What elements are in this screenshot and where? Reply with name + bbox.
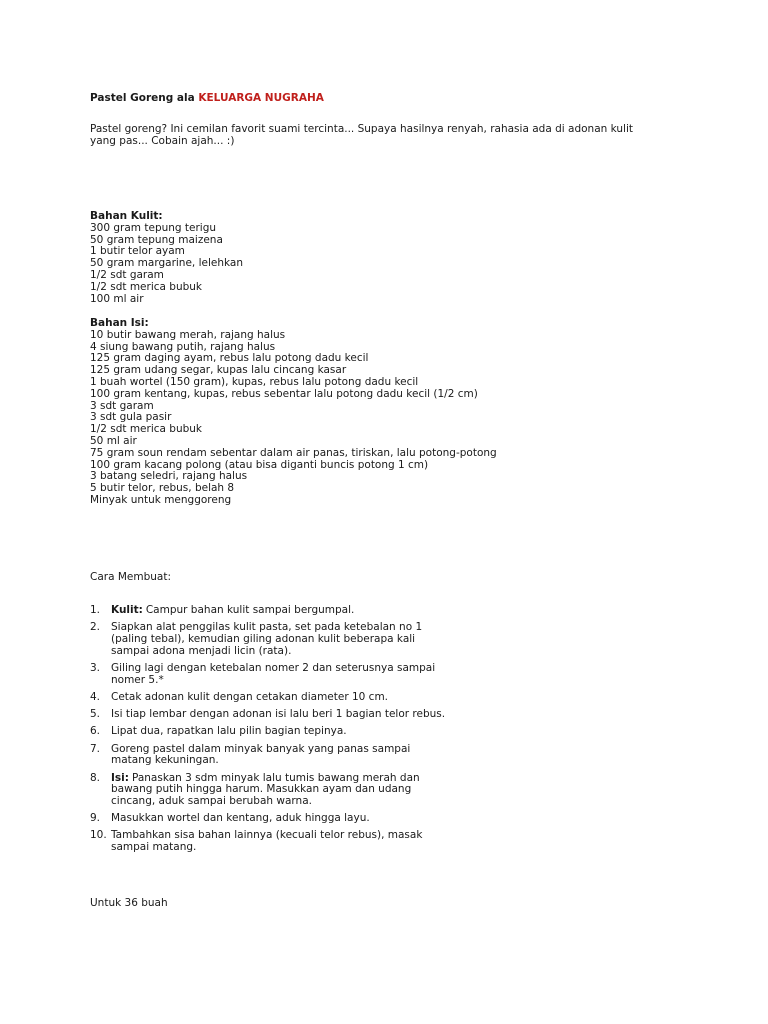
ingredient-item: 50 ml air <box>90 434 137 447</box>
step-item <box>90 830 450 854</box>
step-number: 8. <box>90 771 101 784</box>
ingredient-item: 125 gram daging ayam, rebus lalu potong dadu kecil <box>90 352 369 365</box>
step-number: 2. <box>90 621 101 634</box>
ingredient-item: 100 ml air <box>90 292 144 305</box>
step-item <box>90 726 450 738</box>
ingredient-item: 100 gram kentang, kupas, rebus sebentar lalu potong dadu kecil (1/2 cm) <box>90 387 478 400</box>
cara-membuat-heading: Cara Membuat: <box>90 571 172 583</box>
intro-paragraph: Pastel goreng? Ini cemilan favorit suami tercinta... Supaya hasilnya renyah, rahasia ada di adonan kulit yang pas... Cobain ajah... :) <box>90 123 633 147</box>
ingredient-item: 4 siung bawang putih, rajang halus <box>90 340 276 353</box>
step-body <box>111 605 450 617</box>
bahan-kulit-list <box>90 223 650 306</box>
ingredient-item: 125 gram udang segar, kupas lalu cincang kasar <box>90 364 347 377</box>
step-text: Masukkan wortel dan kentang, aduk hingga layu. <box>111 812 370 825</box>
step-body <box>111 813 450 825</box>
step-text: Giling lagi dengan ketebalan nomer 2 dan seterusnya sampai nomer 5.* <box>111 661 436 686</box>
cara-membuat-section <box>90 572 650 584</box>
step-text: Campur bahan kulit sampai bergumpal. <box>145 604 355 616</box>
ingredient-item: 300 gram tepung terigu <box>90 221 217 234</box>
bahan-isi-list <box>90 330 650 507</box>
ingredient-item: 1/2 sdt merica bubuk <box>90 280 203 293</box>
step-text: Isi tiap lembar dengan adonan isi lalu beri 1 bagian telor rebus. <box>111 708 446 721</box>
ingredient-item: Minyak untuk menggoreng <box>90 493 232 506</box>
step-text: Tambahkan sisa bahan lainnya (kecuali telor rebus), masak sampai matang. <box>111 829 423 854</box>
ingredient-item: 5 butir telor, rebus, belah 8 <box>90 482 235 495</box>
step-item <box>90 663 450 687</box>
step-body <box>111 663 450 687</box>
ingredient-item: 3 sdt gula pasir <box>90 411 172 424</box>
step-number: 6. <box>90 725 101 738</box>
step-number: 10. <box>90 829 107 842</box>
step-lead: Kulit: <box>111 604 143 616</box>
ingredient-item: 3 batang seledri, rajang halus <box>90 470 248 483</box>
yield-note: Untuk 36 buah <box>90 897 168 909</box>
ingredient-item: 50 gram tepung maizena <box>90 233 223 246</box>
step-item <box>90 813 450 825</box>
step-body <box>111 830 450 854</box>
bahan-kulit-section <box>90 211 650 305</box>
step-body <box>111 773 450 808</box>
step-text: Goreng pastel dalam minyak banyak yang panas sampai matang kekuningan. <box>111 742 411 767</box>
step-number: 3. <box>90 661 101 674</box>
step-body <box>111 622 450 657</box>
step-body <box>111 709 450 721</box>
step-number: 5. <box>90 708 101 721</box>
step-item <box>90 744 450 768</box>
ingredient-item: 75 gram soun rendam sebentar dalam air panas, tiriskan, lalu potong-potong <box>90 446 497 459</box>
step-body <box>111 692 450 704</box>
ingredient-item: 100 gram kacang polong (atau bisa diganti buncis potong 1 cm) <box>90 458 429 471</box>
step-body <box>111 744 450 768</box>
step-text: Siapkan alat penggilas kulit pasta, set pada ketebalan no 1 (paling tebal), kemudian giling adonan kulit beberapa kali sampai adona menjadi licin (rata). <box>111 621 423 657</box>
page-title <box>90 93 324 105</box>
step-number: 1. <box>90 604 101 616</box>
bahan-isi-section <box>90 318 650 507</box>
step-text: Cetak adonan kulit dengan cetakan diameter 10 cm. <box>111 690 389 703</box>
step-number: 4. <box>90 690 101 703</box>
bahan-isi-heading: Bahan Isi: <box>90 317 149 329</box>
step-item <box>90 605 450 617</box>
ingredient-item: 1 butir telor ayam <box>90 245 185 258</box>
steps-list <box>90 605 450 859</box>
ingredient-item: 1/2 sdt garam <box>90 268 164 281</box>
step-body <box>111 726 450 738</box>
ingredient-item: 3 sdt garam <box>90 399 154 412</box>
ingredient-item: 10 butir bawang merah, rajang halus <box>90 328 286 341</box>
ingredient-item: 1/2 sdt merica bubuk <box>90 423 203 436</box>
step-item <box>90 709 450 721</box>
step-lead: Isi: <box>111 771 129 784</box>
step-item <box>90 692 450 704</box>
step-item <box>90 773 450 808</box>
step-number: 9. <box>90 812 101 825</box>
title-prefix: Pastel Goreng ala <box>90 92 195 104</box>
step-text: Panaskan 3 sdm minyak lalu tumis bawang merah dan bawang putih hingga harum. Masukkan ayam dan udang cincang, aduk sampai berubah warna. <box>111 771 420 808</box>
step-number: 7. <box>90 742 101 755</box>
bahan-kulit-heading: Bahan Kulit: <box>90 210 163 222</box>
ingredient-item: 50 gram margarine, lelehkan <box>90 257 243 270</box>
step-item <box>90 622 450 657</box>
title-brand: KELUARGA NUGRAHA <box>198 92 324 104</box>
ingredient-item: 1 buah wortel (150 gram), kupas, rebus lalu potong dadu kecil <box>90 375 419 388</box>
step-text: Lipat dua, rapatkan lalu pilin bagian tepinya. <box>111 725 347 738</box>
